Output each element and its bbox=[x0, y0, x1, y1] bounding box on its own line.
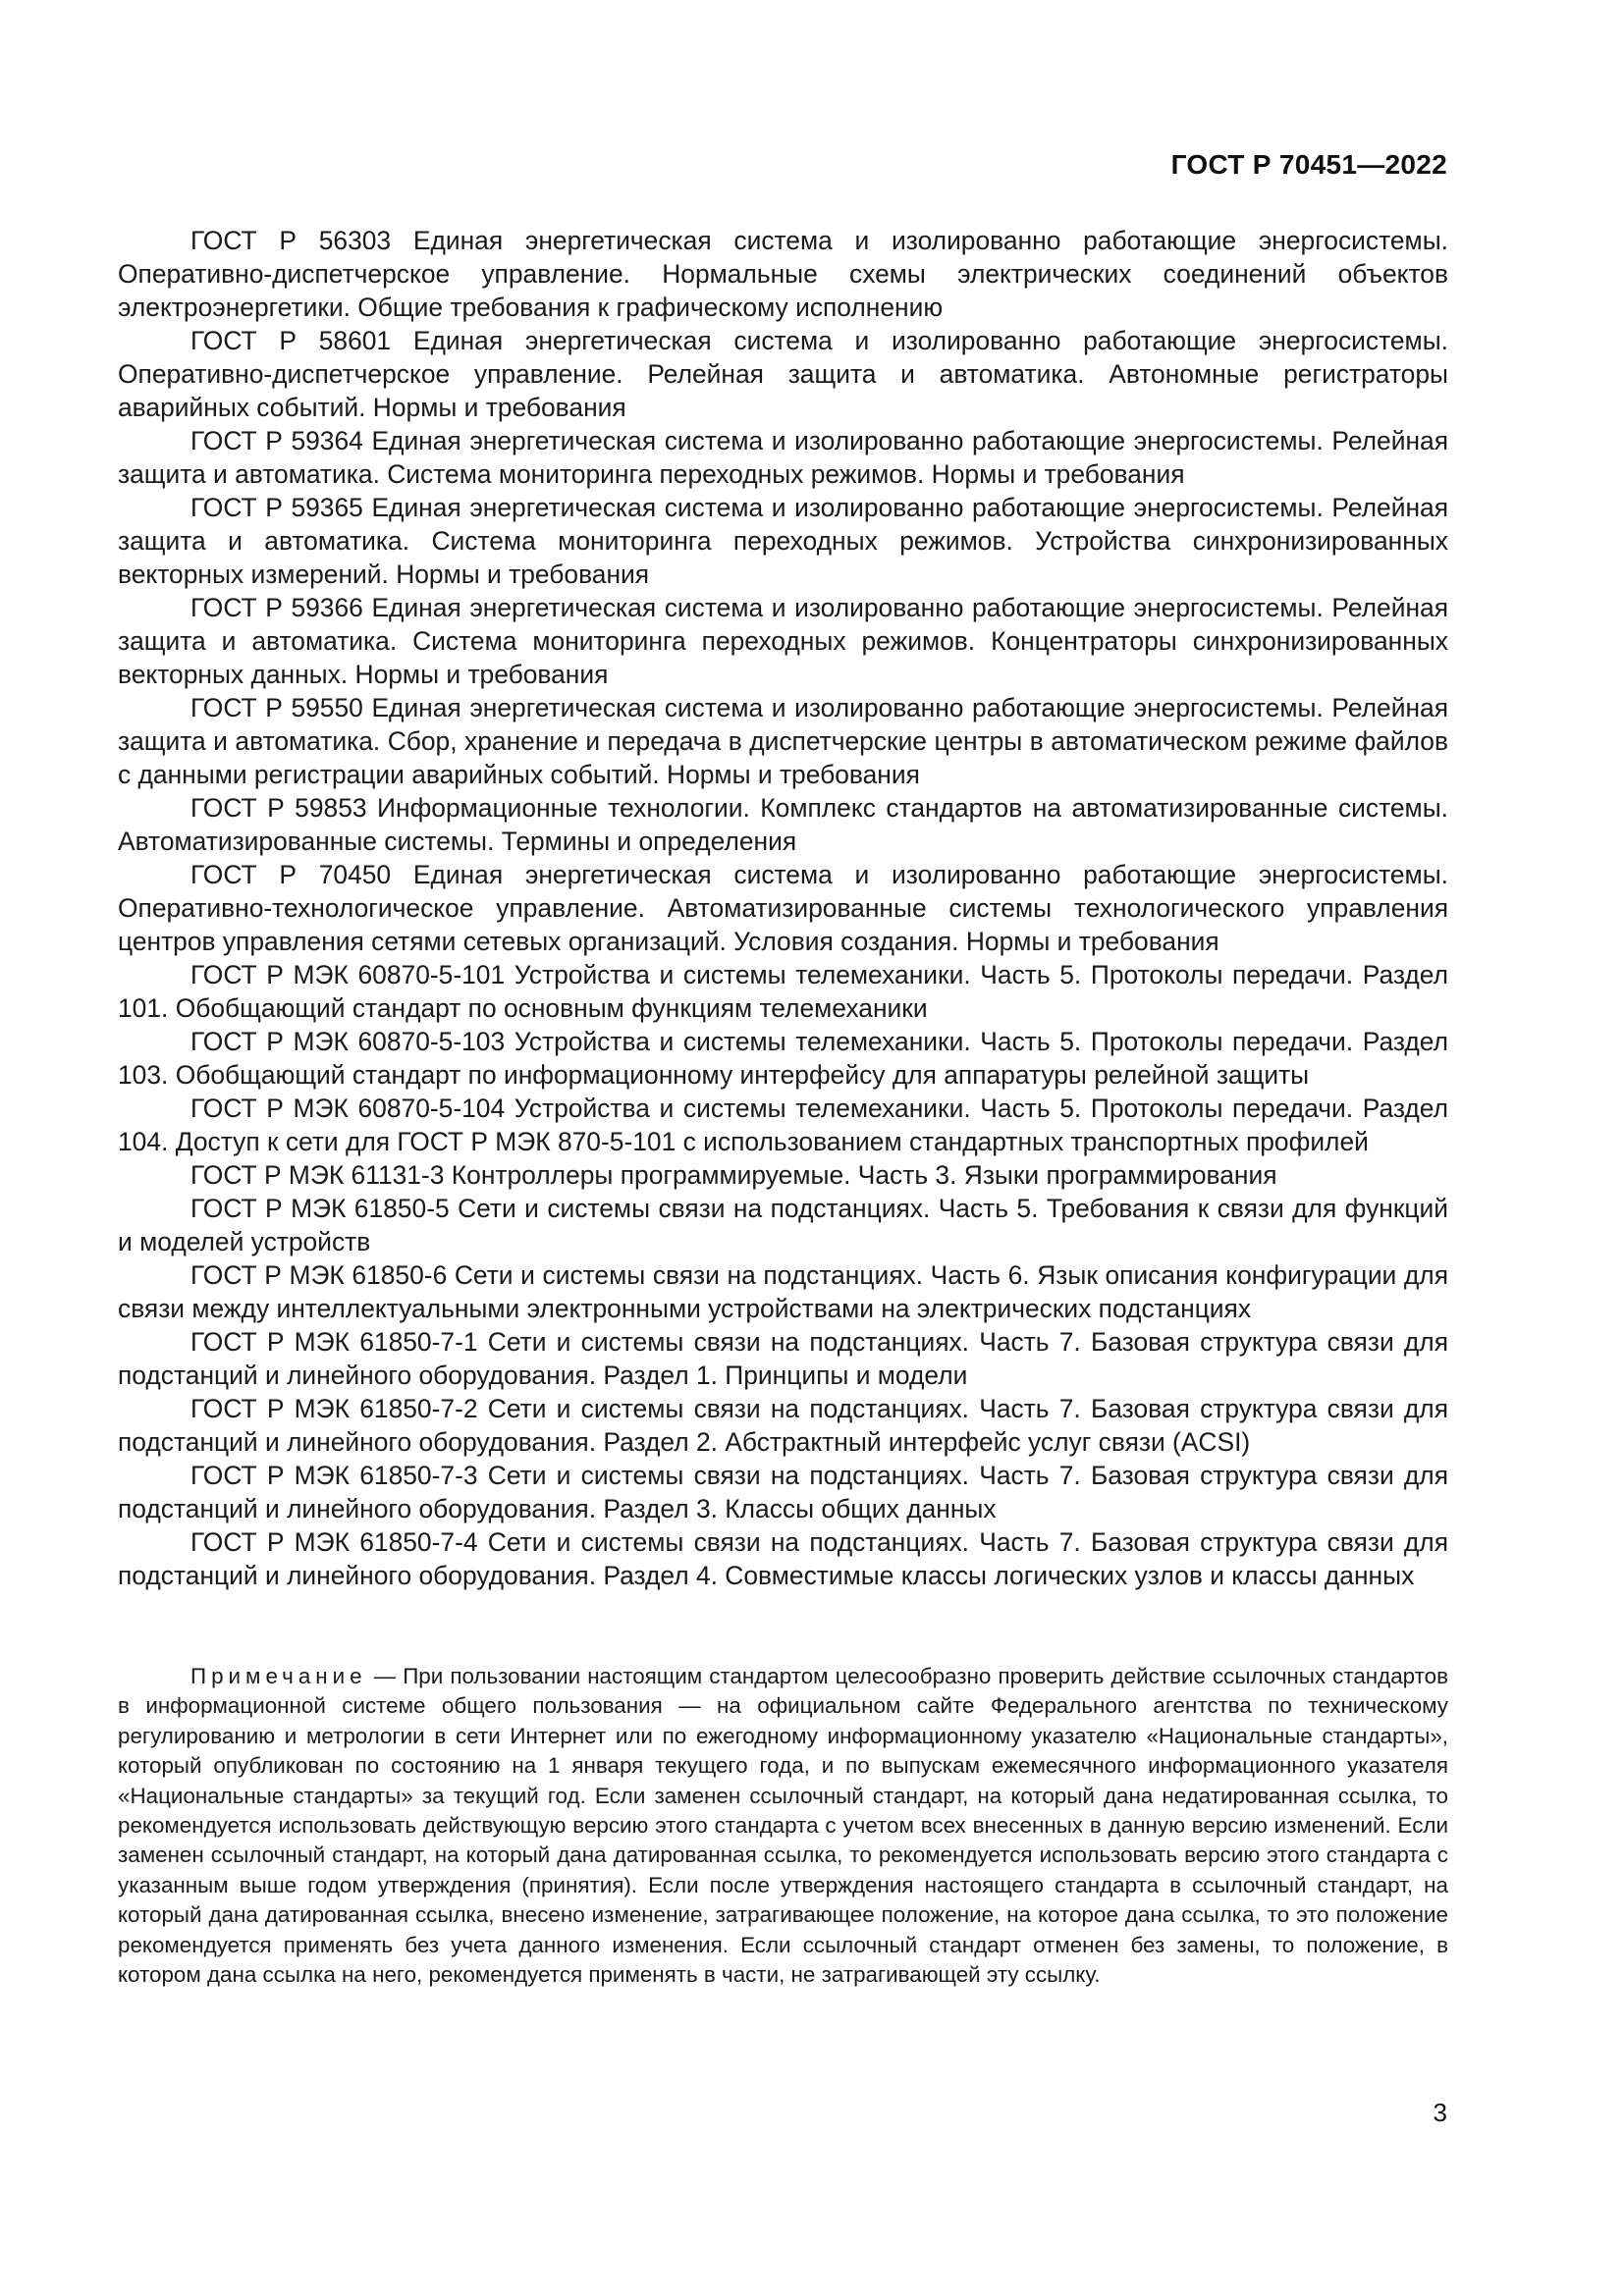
reference-item: ГОСТ Р 59364 Единая энергетическая система и изолированно работающие энергосистемы. Релейная защита и автоматика. Система мониторинга переходных режимов. Нормы и требования bbox=[118, 426, 1448, 489]
reference-item: ГОСТ Р МЭК 60870-5-104 Устройства и системы телемеханики. Часть 5. Протоколы передачи. Раздел 104. Доступ к сети для ГОСТ Р МЭК 870-5-101 с использованием стандартных транспортных профилей bbox=[118, 1094, 1448, 1156]
reference-item: ГОСТ Р МЭК 61850-5 Сети и системы связи на подстанциях. Часть 5. Требования к связи для функций и моделей устройств bbox=[118, 1194, 1448, 1256]
note-paragraph bbox=[118, 1662, 1448, 1990]
reference-item: ГОСТ Р 59366 Единая энергетическая система и изолированно работающие энергосистемы. Релейная защита и автоматика. Система мониторинга переходных режимов. Концентраторы синхронизированных векторных данных. Нормы и требования bbox=[118, 593, 1448, 689]
reference-item: ГОСТ Р МЭК 60870-5-103 Устройства и системы телемеханики. Часть 5. Протоколы передачи. Раздел 103. Обобщающий стандарт по информационному интерфейсу для аппаратуры релейной защиты bbox=[118, 1027, 1448, 1090]
reference-item: ГОСТ Р 59550 Единая энергетическая система и изолированно работающие энергосистемы. Релейная защита и автоматика. Сбор, хранение и передача в диспетчерские центры в автоматическом режиме файлов с данными регистрации аварийных событий. Нормы и требования bbox=[118, 693, 1448, 789]
note-label: Примечание bbox=[190, 1664, 367, 1688]
reference-item: ГОСТ Р 70450 Единая энергетическая система и изолированно работающие энергосистемы. Оперативно-технологическое управление. Автоматизированные системы технологического управления центров управления сетями сетевых организаций. Условия создания. Нормы и требования bbox=[118, 860, 1448, 956]
reference-item: ГОСТ Р 59365 Единая энергетическая система и изолированно работающие энергосистемы. Релейная защита и автоматика. Система мониторинга переходных режимов. Устройства синхронизированных векторных измерений. Нормы и требования bbox=[118, 493, 1448, 589]
reference-item: ГОСТ Р 59853 Информационные технологии. Комплекс стандартов на автоматизированные системы. Автоматизированные системы. Термины и определения bbox=[118, 793, 1448, 856]
reference-item: ГОСТ Р МЭК 61850-7-3 Сети и системы связи на подстанциях. Часть 7. Базовая структура связи для подстанций и линейного оборудования. Раздел 3. Классы общих данных bbox=[118, 1461, 1448, 1523]
reference-item: ГОСТ Р МЭК 61850-7-4 Сети и системы связи на подстанциях. Часть 7. Базовая структура связи для подстанций и линейного оборудования. Раздел 4. Совместимые классы логических узлов и классы данных bbox=[118, 1527, 1448, 1590]
reference-item: ГОСТ Р МЭК 61850-7-1 Сети и системы связи на подстанциях. Часть 7. Базовая структура связи для подстанций и линейного оборудования. Раздел 1. Принципы и модели bbox=[118, 1327, 1448, 1390]
page-number: 3 bbox=[1433, 2098, 1447, 2127]
reference-item: ГОСТ Р 58601 Единая энергетическая система и изолированно работающие энергосистемы. Оперативно-диспетчерское управление. Релейная защита и автоматика. Автономные регистраторы аварийных событий. Нормы и требования bbox=[118, 326, 1448, 422]
normative-references-list bbox=[118, 224, 1448, 1592]
reference-item: ГОСТ Р МЭК 61131-3 Контроллеры программируемые. Часть 3. Языки программирования bbox=[190, 1160, 1277, 1190]
reference-item: ГОСТ Р МЭК 60870-5-101 Устройства и системы телемеханики. Часть 5. Протоколы передачи. Раздел 101. Обобщающий стандарт по основным функциям телемеханики bbox=[118, 960, 1448, 1023]
reference-item: ГОСТ Р 56303 Единая энергетическая система и изолированно работающие энергосистемы. Оперативно-диспетчерское управление. Нормальные схемы электрических соединений объектов электроэнергетики. Общие требования к графическому исполнению bbox=[118, 226, 1448, 322]
reference-item: ГОСТ Р МЭК 61850-6 Сети и системы связи на подстанциях. Часть 6. Язык описания конфигурации для связи между интеллектуальными электронными устройствами на электрических подстанциях bbox=[118, 1260, 1448, 1323]
reference-item: ГОСТ Р МЭК 61850-7-2 Сети и системы связи на подстанциях. Часть 7. Базовая структура связи для подстанций и линейного оборудования. Раздел 2. Абстрактный интерфейс услуг связи (ACSI) bbox=[118, 1394, 1448, 1457]
standard-designation: ГОСТ Р 70451—2022 bbox=[1170, 149, 1447, 180]
note-text: — При пользовании настоящим стандартом целесообразно проверить действие ссылочных стандартов в информационной системе общего пользования — на официальном сайте Федерального агентства по техническому регулированию и метрологии в сети Интернет или по ежегодному информационному указателю «Национальные стандарты», который опубликован по состоянию на 1 января текущего года, и по выпускам ежемесячного информационного указателя «Национальные стандарты» за текущий год. Если заменен ссылочный стандарт, на который дана недатированная ссылка, то рекомендуется использовать действующую версию этого стандарта с учетом всех внесенных в данную версию изменений. Если заменен ссылочный стандарт, на который дана датированная ссылка, то рекомендуется использовать версию этого стандарта с указанным выше годом утверждения (принятия). Если после утверждения настоящего стандарта в ссылочный стандарт, на который дана датированная ссылка, внесено изменение, затрагивающее положение, на которое дана ссылка, то это положение рекомендуется применять без учета данного изменения. Если ссылочный стандарт отменен без замены, то положение, в котором дана ссылка на него, рекомендуется применять в части, не затрагивающей эту ссылку. bbox=[118, 1664, 1448, 1988]
